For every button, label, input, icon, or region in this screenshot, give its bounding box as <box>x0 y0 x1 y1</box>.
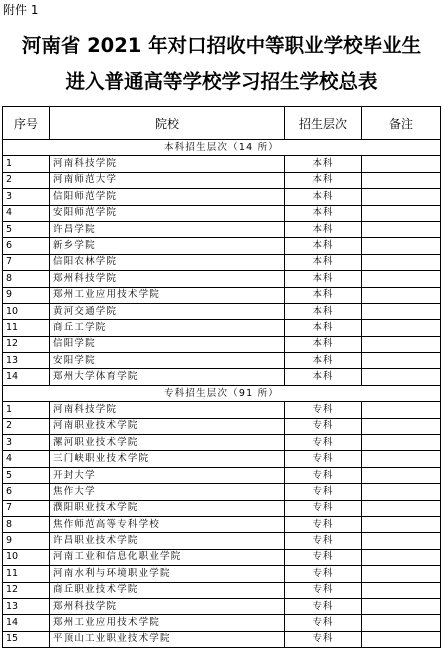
remark-cell <box>362 320 441 336</box>
school-name: 河南职业技术学院 <box>50 418 285 434</box>
remark-cell <box>362 189 441 205</box>
section-title: 本科招生层次（14 所） <box>3 140 441 156</box>
table-row <box>3 369 441 385</box>
enrollment-level: 专科 <box>285 631 362 647</box>
school-name: 信阳农林学院 <box>50 254 285 270</box>
enrollment-level: 专科 <box>285 516 362 532</box>
school-name: 黄河交通学院 <box>50 303 285 319</box>
row-number: 8 <box>3 516 50 532</box>
remark-cell <box>362 172 441 188</box>
remark-cell <box>362 418 441 434</box>
row-number: 6 <box>3 484 50 500</box>
remark-cell <box>362 221 441 237</box>
remark-cell <box>362 598 441 614</box>
row-number: 8 <box>3 271 50 287</box>
enrollment-level: 专科 <box>285 402 362 418</box>
table-row <box>3 287 441 303</box>
remark-cell <box>362 451 441 467</box>
row-number: 1 <box>3 156 50 172</box>
table-row <box>3 189 441 205</box>
table-row <box>3 402 441 418</box>
school-name: 郑州工业应用技术学院 <box>50 615 285 631</box>
enrollment-level: 本科 <box>285 238 362 254</box>
remark-cell <box>362 566 441 582</box>
row-number: 7 <box>3 254 50 270</box>
enrollment-level: 本科 <box>285 287 362 303</box>
row-number: 2 <box>3 418 50 434</box>
remark-cell <box>362 615 441 631</box>
enrollment-level: 本科 <box>285 205 362 221</box>
remark-cell <box>362 484 441 500</box>
table-row <box>3 435 441 451</box>
remark-cell <box>362 287 441 303</box>
remark-cell <box>362 238 441 254</box>
header-no: 序号 <box>3 107 50 140</box>
row-number: 7 <box>3 500 50 516</box>
remark-cell <box>362 467 441 483</box>
table-row <box>3 172 441 188</box>
enrollment-level: 本科 <box>285 221 362 237</box>
row-number: 14 <box>3 615 50 631</box>
row-number: 13 <box>3 598 50 614</box>
enrollment-level: 专科 <box>285 451 362 467</box>
document-title-line-2: 进入普通高等学校学习招生学校总表 <box>65 70 378 93</box>
table-row <box>3 631 441 647</box>
row-number: 3 <box>3 189 50 205</box>
row-number: 13 <box>3 353 50 369</box>
table-row <box>3 205 441 221</box>
enrollment-level: 本科 <box>285 271 362 287</box>
row-number: 1 <box>3 402 50 418</box>
remark-cell <box>362 156 441 172</box>
row-number: 11 <box>3 566 50 582</box>
remark-cell <box>362 353 441 369</box>
school-name: 郑州工业应用技术学院 <box>50 287 285 303</box>
school-name: 许昌职业技术学院 <box>50 533 285 549</box>
table-row <box>3 254 441 270</box>
attachment-label: 附件 1 <box>3 3 39 17</box>
school-name: 商丘职业技术学院 <box>50 582 285 598</box>
enrollment-level: 专科 <box>285 582 362 598</box>
school-name: 河南水利与环境职业学院 <box>50 566 285 582</box>
table-row <box>3 353 441 369</box>
table-row <box>3 336 441 352</box>
school-name: 郑州科技学院 <box>50 598 285 614</box>
row-number: 6 <box>3 238 50 254</box>
school-name: 平顶山工业职业技术学院 <box>50 631 285 647</box>
header-level: 招生层次 <box>285 107 362 140</box>
row-number: 10 <box>3 549 50 565</box>
table-row <box>3 271 441 287</box>
enrollment-level: 专科 <box>285 615 362 631</box>
remark-cell <box>362 516 441 532</box>
row-number: 14 <box>3 369 50 385</box>
remark-cell <box>362 435 441 451</box>
remark-cell <box>362 336 441 352</box>
enrollment-level: 专科 <box>285 435 362 451</box>
row-number: 15 <box>3 631 50 647</box>
table-row <box>3 238 441 254</box>
school-name: 河南科技学院 <box>50 156 285 172</box>
school-name: 安阳师范学院 <box>50 205 285 221</box>
row-number: 12 <box>3 582 50 598</box>
enrollment-level: 专科 <box>285 467 362 483</box>
enrollment-level: 本科 <box>285 254 362 270</box>
enrollment-level: 专科 <box>285 549 362 565</box>
row-number: 2 <box>3 172 50 188</box>
row-number: 4 <box>3 205 50 221</box>
table-row <box>3 303 441 319</box>
table-row <box>3 221 441 237</box>
row-number: 3 <box>3 435 50 451</box>
school-name: 郑州科技学院 <box>50 271 285 287</box>
row-number: 9 <box>3 533 50 549</box>
enrollment-level: 本科 <box>285 369 362 385</box>
school-name: 安阳学院 <box>50 353 285 369</box>
school-name: 焦作大学 <box>50 484 285 500</box>
remark-cell <box>362 402 441 418</box>
school-name: 河南科技学院 <box>50 402 285 418</box>
remark-cell <box>362 549 441 565</box>
school-name: 三门峡职业技术学院 <box>50 451 285 467</box>
row-number: 5 <box>3 467 50 483</box>
enrollment-level: 专科 <box>285 533 362 549</box>
school-name: 新乡学院 <box>50 238 285 254</box>
school-name: 许昌学院 <box>50 221 285 237</box>
remark-cell <box>362 533 441 549</box>
remark-cell <box>362 582 441 598</box>
table-row <box>3 500 441 516</box>
remark-cell <box>362 271 441 287</box>
section-row <box>3 140 441 156</box>
table-body <box>3 140 441 648</box>
table-row <box>3 484 441 500</box>
remark-cell <box>362 369 441 385</box>
school-name: 漯河职业技术学院 <box>50 435 285 451</box>
enrollment-level: 专科 <box>285 566 362 582</box>
table-row <box>3 566 441 582</box>
table-row <box>3 598 441 614</box>
table-row <box>3 533 441 549</box>
school-name: 河南工业和信息化职业学院 <box>50 549 285 565</box>
enrollment-level: 专科 <box>285 598 362 614</box>
enrollment-level: 本科 <box>285 353 362 369</box>
table-header-row <box>3 107 441 140</box>
section-title: 专科招生层次（91 所） <box>3 385 441 401</box>
enrollment-level: 本科 <box>285 189 362 205</box>
remark-cell <box>362 254 441 270</box>
table-row <box>3 615 441 631</box>
remark-cell <box>362 500 441 516</box>
enrollment-level: 专科 <box>285 484 362 500</box>
school-name: 开封大学 <box>50 467 285 483</box>
school-name: 濮阳职业技术学院 <box>50 500 285 516</box>
enrollment-level: 本科 <box>285 320 362 336</box>
row-number: 12 <box>3 336 50 352</box>
table-row <box>3 549 441 565</box>
table-row <box>3 516 441 532</box>
enrollment-level: 专科 <box>285 500 362 516</box>
remark-cell <box>362 303 441 319</box>
row-number: 10 <box>3 303 50 319</box>
header-remark: 备注 <box>362 107 441 140</box>
enrollment-level: 专科 <box>285 418 362 434</box>
school-name: 商丘工学院 <box>50 320 285 336</box>
school-table <box>2 106 441 648</box>
school-name: 河南师范大学 <box>50 172 285 188</box>
school-name: 郑州大学体育学院 <box>50 369 285 385</box>
row-number: 11 <box>3 320 50 336</box>
school-name: 焦作师范高等专科学校 <box>50 516 285 532</box>
enrollment-level: 本科 <box>285 336 362 352</box>
remark-cell <box>362 631 441 647</box>
row-number: 4 <box>3 451 50 467</box>
row-number: 5 <box>3 221 50 237</box>
school-name: 信阳学院 <box>50 336 285 352</box>
header-school: 院校 <box>50 107 285 140</box>
table-row <box>3 320 441 336</box>
document-title-line-1: 河南省 2021 年对口招收中等职业学校毕业生 <box>21 34 422 57</box>
table-row <box>3 451 441 467</box>
table-row <box>3 467 441 483</box>
enrollment-level: 本科 <box>285 303 362 319</box>
table-row <box>3 156 441 172</box>
enrollment-level: 本科 <box>285 156 362 172</box>
school-name: 信阳师范学院 <box>50 189 285 205</box>
table-row <box>3 582 441 598</box>
table-row <box>3 418 441 434</box>
row-number: 9 <box>3 287 50 303</box>
remark-cell <box>362 205 441 221</box>
section-row <box>3 385 441 401</box>
enrollment-level: 本科 <box>285 172 362 188</box>
